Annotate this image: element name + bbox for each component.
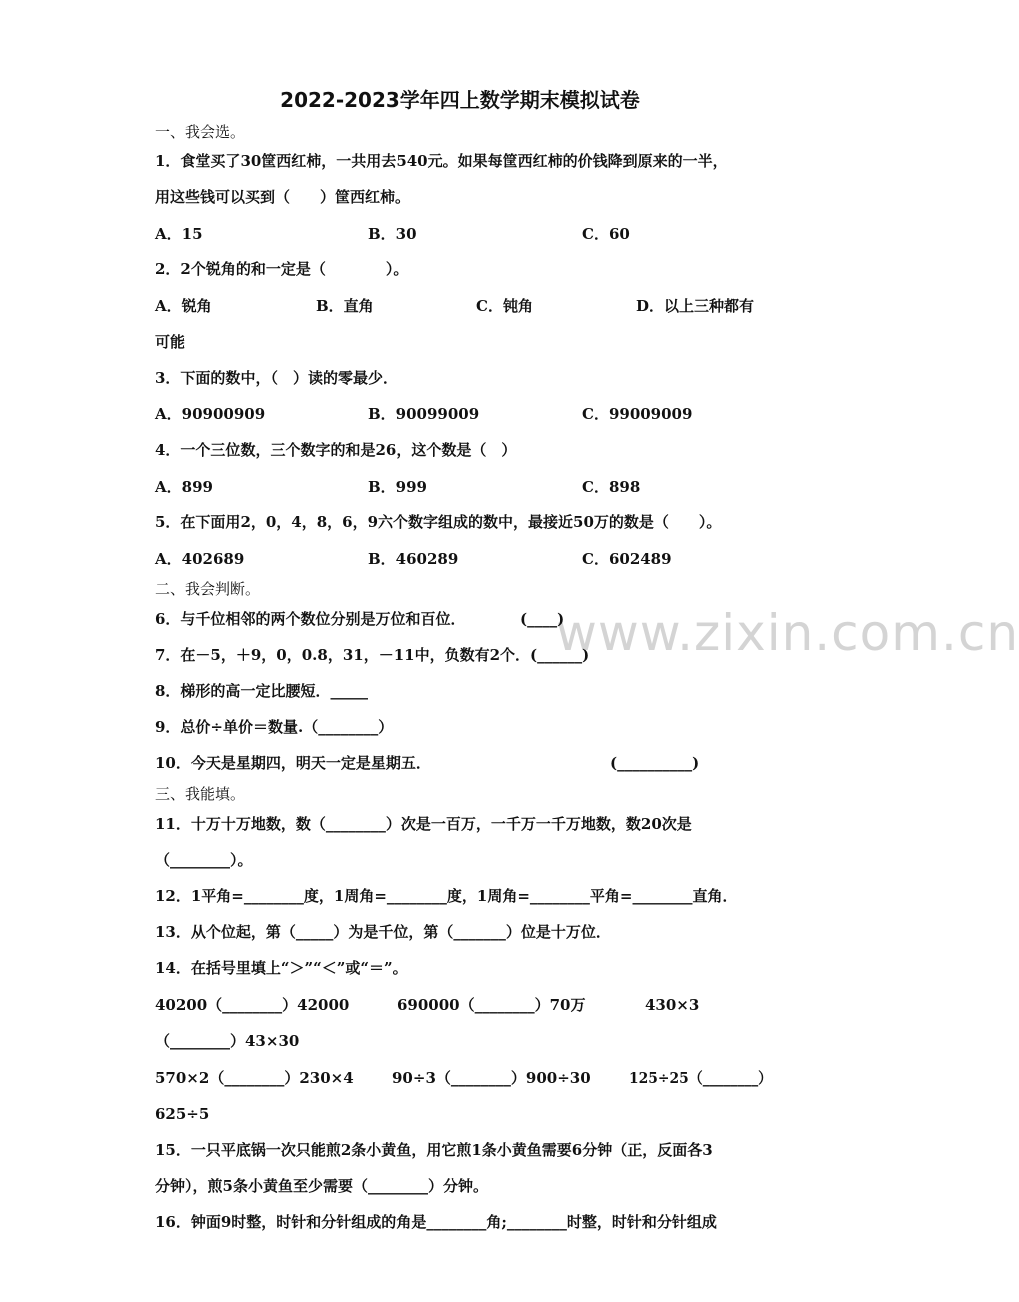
question-2-option-a: A．锐角 (155, 297, 212, 315)
page-title: 2022-2023学年四上数学期末模拟试卷 (280, 88, 640, 112)
question-3-option-b: B．90099009 (368, 405, 480, 423)
question-7-text: 7．在－5，＋9，0，0.8，31，－11中，负数有2个．(______) (155, 646, 590, 664)
question-3-option-a: A．90900909 (155, 405, 266, 423)
question-14-item-1: 40200（________）42000 (155, 996, 350, 1014)
question-10-text: 10．今天是星期四，明天一定是星期五． (155, 754, 431, 772)
question-14-item-4: 570×2（________）230×4 (155, 1069, 354, 1087)
question-1-line-2: 用这些钱可以买到（ ）筐西红柿。 (155, 188, 411, 206)
question-5-option-a: A．402689 (155, 550, 245, 568)
question-2-option-b: B．直角 (316, 297, 374, 315)
question-14-item-6-continued: 625÷5 (155, 1105, 210, 1123)
question-14-item-5: 90÷3（________）900÷30 (392, 1069, 591, 1087)
question-6-text: 6．与千位相邻的两个数位分别是万位和百位． (155, 610, 466, 628)
question-8-text: 8．梯形的高一定比腰短．_____ (155, 682, 368, 700)
section-heading-3: 三、我能填。 (155, 785, 246, 803)
question-1-line-1: 1．食堂买了30筐西红柿，一共用去540元。如果每筐西红柿的价钱降到原来的一半， (155, 152, 728, 170)
question-3-option-c: C．99009009 (582, 405, 693, 423)
question-11-line-2: （________）。 (155, 851, 253, 869)
question-16-line-1: 16．钟面9时整，时针和分针组成的角是________角;________时整，时针和分针组成 (155, 1213, 717, 1231)
question-5-line-1: 5．在下面用2，0，4，8，6，9六个数字组成的数中，最接近50万的数是（ ）。 (155, 513, 722, 531)
question-2-option-c: C．钝角 (476, 297, 533, 315)
question-1-option-b: B．30 (368, 225, 417, 243)
question-14-item-3-continued: （________）43×30 (155, 1032, 300, 1050)
question-4-option-b: B．999 (368, 478, 427, 496)
section-heading-2: 二、我会判断。 (155, 580, 261, 598)
question-15-line-2: 分钟），煎5条小黄鱼至少需要（________）分钟。 (155, 1177, 488, 1195)
question-2-option-d-continued: 可能 (155, 333, 186, 351)
question-11-line-1: 11．十万十万地数，数（________）次是一百万，一千万一千万地数，数20次是 (155, 815, 692, 833)
question-14-item-3: 430×3 (645, 996, 700, 1014)
question-14-item-6: 125÷25（________） (629, 1069, 772, 1087)
question-1-option-c: C．60 (582, 225, 630, 243)
question-4-option-c: C．898 (582, 478, 641, 496)
question-14-line-1: 14．在括号里填上“＞”“＜”或“＝”。 (155, 959, 408, 977)
question-10-blank: (__________) (610, 754, 700, 772)
question-5-option-b: B．460289 (368, 550, 459, 568)
question-4-option-a: A．899 (155, 478, 213, 496)
question-14-item-2: 690000（________）70万 (397, 996, 586, 1014)
question-2-line-1: 2．2个锐角的和一定是（ ）。 (155, 260, 409, 278)
question-4-line-1: 4．一个三位数，三个数字的和是26，这个数是（ ） (155, 441, 517, 459)
question-12-text: 12．1平角=________度，1周角=________度，1周角=________平角=________直角． (155, 887, 738, 905)
question-15-line-1: 15．一只平底锅一次只能煎2条小黄鱼，用它煎1条小黄鱼需要6分钟（正，反面各3 (155, 1141, 713, 1159)
question-9-text: 9．总价÷单价＝数量.（________） (155, 718, 394, 736)
question-6-blank: (____) (520, 610, 565, 628)
question-1-option-a: A．15 (155, 225, 203, 243)
question-5-option-c: C．602489 (582, 550, 672, 568)
question-13-text: 13．从个位起，第（_____）为是千位，第（_______）位是十万位． (155, 923, 611, 941)
watermark: www.zixin.com.cn (556, 604, 1019, 662)
question-2-option-d: D．以上三种都有 (636, 297, 755, 315)
section-heading-1: 一、我会选。 (155, 123, 246, 141)
question-3-line-1: 3．下面的数中，（ ）读的零最少． (155, 369, 398, 387)
